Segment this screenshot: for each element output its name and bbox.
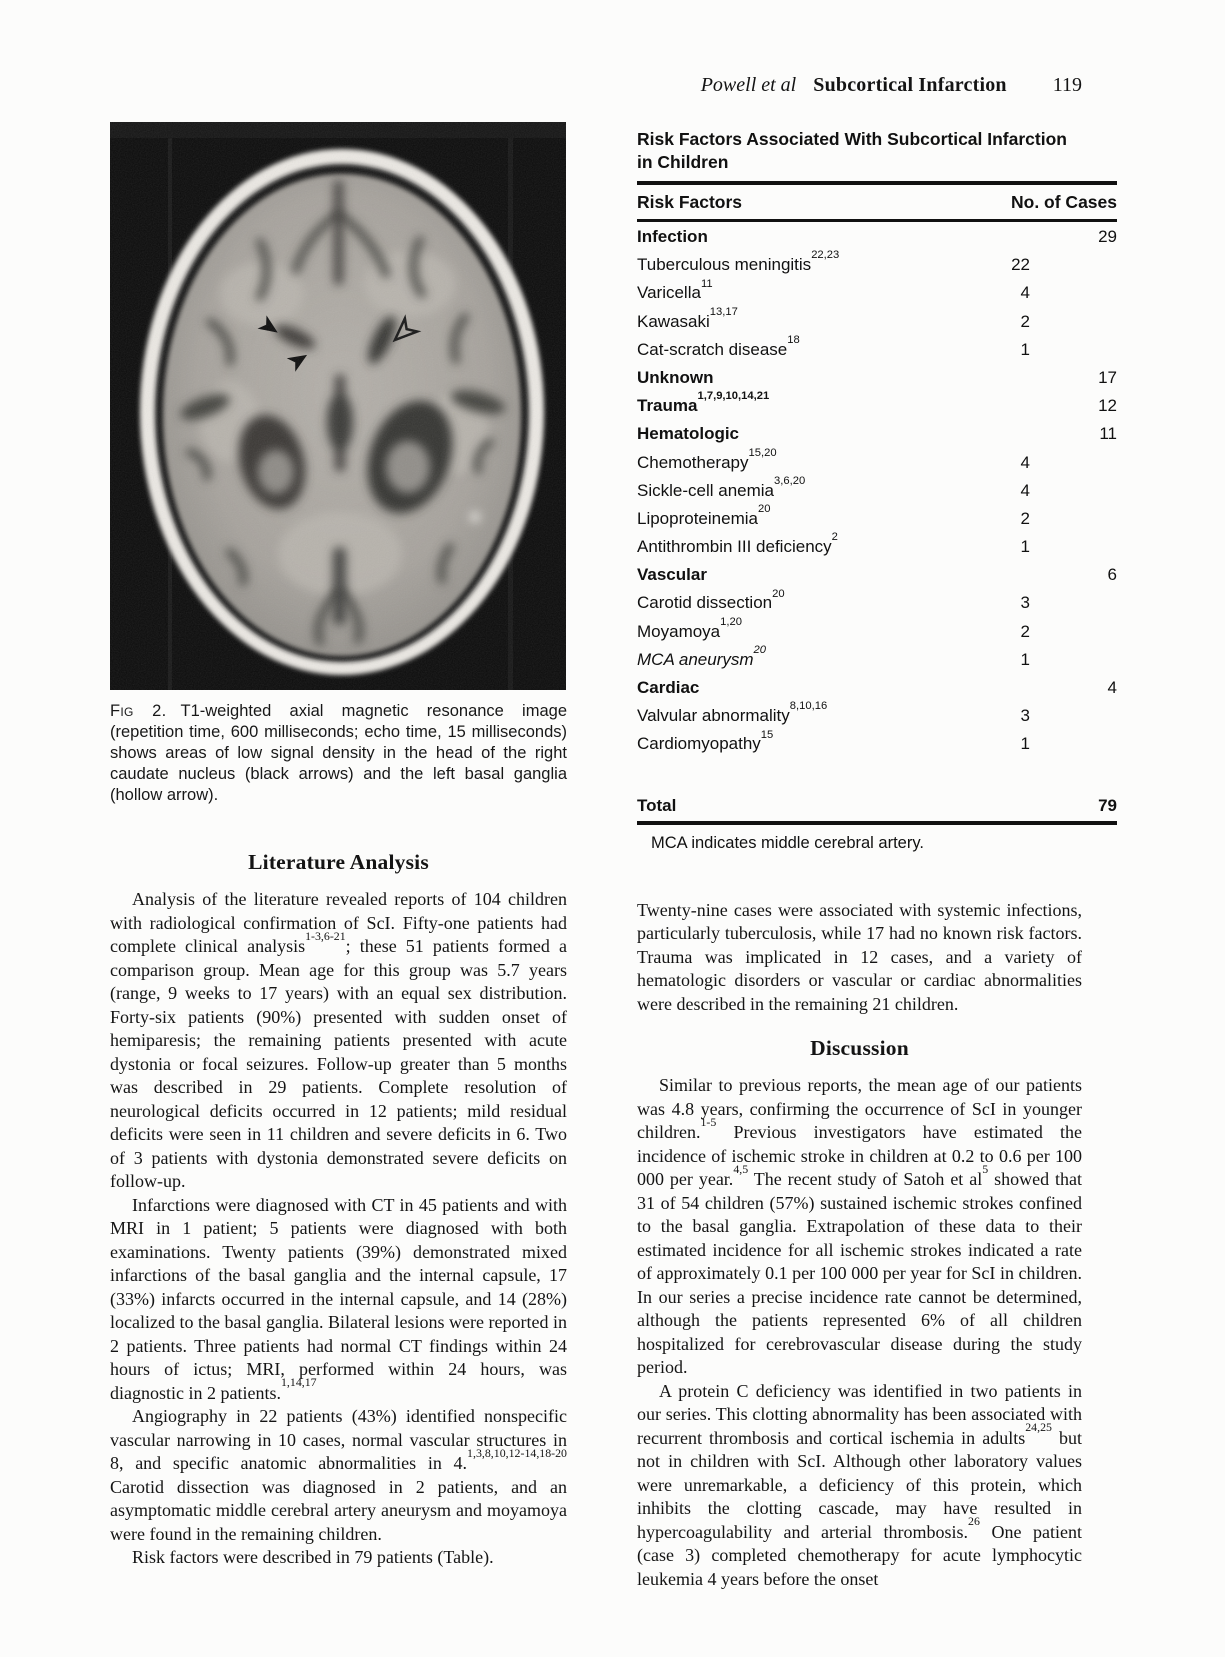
paragraph-results-summary: Twenty-nine cases were associated with systemic infections, particularly tuberculosis, while 17 had no known risk factors. Trauma was implicated in 12 cases, and a variety of hematologic disorders or vascular or cardiac abnormalities were described in the remaining 21 children. (637, 899, 1082, 1014)
risk-factor-label: Trauma$^{1,7,9,10,14,21}$ (637, 390, 770, 416)
risk-factor-label: Cardiac (637, 678, 700, 697)
table-row (637, 531, 1117, 565)
table-row (637, 728, 1117, 762)
risk-factor-count: 4 (1020, 283, 1030, 303)
section-heading-literature-analysis: Literature Analysis (248, 850, 429, 874)
risk-factor-label: Lipoproteinemia$^{20}$ (637, 503, 771, 528)
risk-factor-count: 3 (1020, 593, 1030, 613)
risk-factor-total: 17 (1098, 367, 1117, 387)
running-head (617, 74, 1082, 97)
figure-caption (110, 701, 567, 806)
risk-factor-count: 1 (1020, 649, 1030, 669)
section-heading-discussion: Discussion (810, 1036, 909, 1061)
risk-factor-total: 12 (1098, 396, 1117, 416)
paragraph-literature-3: Angiography in 22 patients (43%) identified nonspecific vascular narrowing in 10 cases, normal vascular structures in 8, and specific anatomic abnormalities in 4.$^{1,3,8,10,12-14,18-20}$ Carotid dissection was diagnosed in 2 patients, and an asymptomatic middle cerebral artery aneurysm and moyamoya were found in the remaining children. (110, 1406, 567, 1544)
table-title: Risk Factors Associated With Subcortical Infarction in Children (637, 129, 1067, 172)
total-label: Total (637, 795, 677, 815)
risk-factor-count: 3 (1020, 706, 1030, 726)
table-row (637, 390, 1117, 424)
table-row (637, 446, 1117, 481)
paragraph-literature-2: Infarctions were diagnosed with CT in 45 patients and with MRI in 1 patient; 5 patients were diagnosed with both examinations. Twenty patients (39%) demonstrated mixed infarctions of the basal ganglia and the internal capsule, 17 (33%) infarcts occurred in the internal capsule, and 14 (28%) localized to the basal ganglia. Bilateral lesions were reported in 2 patients. Three patients had normal CT findings within 24 hours of ictus; MRI, performed within 24 hours, was diagnostic in 2 patients.$^{1,14,17}$ (110, 1194, 567, 1403)
left-column (110, 122, 567, 1570)
paragraph-literature-1: Analysis of the literature revealed reports of 104 children with radiological confirmation of ScI. Fifty-one patients had complete clinical analysis$^{1-3,6-21}$; these 51 patients formed a comparison group. Mean age for this group was 5.7 years (range, 9 weeks to 17 years) with an equal sex distribution. Forty-six patients (90%) presented with sudden onset of hemiparesis; the remaining patients presented with acute dystonia or focal seizures. Follow-up greater than 5 months was described in 29 patients. Complete resolution of neurological deficits occurred in 12 patients; mild residual deficits were seen in 11 children and severe deficits in 6. Two of 3 patients with dystonia demonstrated severe deficits on follow-up. (110, 889, 567, 1191)
scan-grain-overlay (110, 122, 566, 690)
table-total-row (637, 796, 1117, 825)
risk-factor-total: 11 (1099, 424, 1117, 444)
paragraph-discussion-2: A protein C deficiency was identified in two patients in our series. This clotting abnormality has been associated with recurrent thrombosis and cortical ischemia in adults$^{24,25}$ but not in children with ScI. Although other laboratory values were unremarkable, a deficiency of this protein, which inhibits the clotting cascade, may have resulted in hypercoagulability and arterial thrombosis.$^{26}$ One patient (case 3) completed chemotherapy for acute lymphocytic leukemia 4 years before the onset (637, 1380, 1082, 1589)
table-row (637, 700, 1117, 734)
risk-factor-count: 2 (1020, 311, 1030, 331)
risk-factor-label: Moyamoya$^{1,20}$ (637, 615, 742, 641)
mri-brain-image (110, 122, 566, 690)
risk-factor-label: Infection (637, 227, 708, 246)
running-head-authors: Powell et al (700, 74, 797, 96)
table-row (637, 334, 1117, 368)
page-number: 119 (1052, 74, 1082, 96)
risk-factor-label: Varicella$^{11}$ (637, 277, 713, 303)
table-row (637, 565, 1117, 593)
risk-factor-total: 4 (1107, 678, 1117, 697)
risk-factor-label: Sickle-cell anemia$^{3,6,20}$ (637, 474, 806, 500)
table-header-row (637, 181, 1117, 222)
risk-factor-count: 4 (1020, 452, 1030, 472)
table-row (637, 503, 1117, 537)
risk-factors-table (637, 128, 1117, 853)
table-row (637, 587, 1117, 621)
risk-factor-count: 2 (1020, 621, 1030, 641)
risk-factor-total: 29 (1098, 227, 1117, 246)
figure-2 (110, 122, 567, 806)
figure-caption-text: T1-weighted axial magnetic resonance image (repetition time, 600 milliseconds; echo time, 15 milliseconds) shows areas of low signal density in the head of the right caudate nucleus (black arrows) and the left basal ganglia (hollow arrow). (110, 702, 567, 804)
risk-factor-count: 4 (1020, 480, 1030, 500)
table-row (637, 305, 1117, 340)
table-row (637, 615, 1117, 650)
table-row (637, 227, 1117, 255)
risk-factor-label: MCA aneurysm$^{20}$ (637, 644, 766, 669)
table-row (637, 277, 1117, 311)
figure-label: Fig 2. (110, 702, 167, 720)
right-column (637, 128, 1117, 1591)
risk-factor-label: Unknown (637, 367, 714, 387)
table-row (637, 644, 1117, 678)
table-body (637, 222, 1117, 763)
risk-factor-label: Valvular abnormality$^{8,10,16}$ (637, 700, 828, 726)
risk-factor-count: 1 (1020, 339, 1030, 359)
risk-factor-count: 1 (1020, 537, 1030, 557)
table-row (637, 678, 1117, 706)
risk-factor-label: Tuberculous meningitis$^{22,23}$ (637, 249, 840, 275)
running-head-title: Subcortical Infarction (813, 74, 1007, 96)
risk-factor-label: Cardiomyopathy$^{15}$ (637, 728, 774, 754)
total-value: 79 (1098, 795, 1117, 815)
risk-factor-count: 1 (1020, 734, 1030, 754)
risk-factor-label: Hematologic (637, 424, 740, 444)
table-footnote: MCA indicates middle cerebral artery. (651, 833, 924, 852)
risk-factor-label: Antithrombin III deficiency$^2$ (637, 531, 838, 557)
risk-factor-count: 2 (1020, 508, 1030, 528)
paragraph-literature-4: Risk factors were described in 79 patients (Table). (132, 1547, 494, 1567)
risk-factor-label: Chemotherapy$^{15,20}$ (637, 446, 777, 472)
table-col-no-of-cases: No. of Cases (1011, 192, 1117, 212)
risk-factor-count: 22 (1011, 255, 1030, 275)
risk-factor-label: Vascular (637, 565, 707, 585)
table-col-risk-factors: Risk Factors (637, 192, 743, 212)
paragraph-discussion-1: Similar to previous reports, the mean age of our patients was 4.8 years, confirming the occurrence of ScI in younger children.$^{1-5}$ Previous investigators have estimated the incidence of ischemic stroke in children at 0.2 to 0.6 per 100 000 per year.$^{4,5}$ The recent study of Satoh et $al^5$ showed that 31 of 54 children (57%) sustained ischemic strokes confined to the basal ganglia. Extrapolation of these data to their estimated incidence for all ischemic strokes indicated a rate of approximately 0.1 per 100 000 per year for ScI in children. In our series a precise incidence rate cannot be determined, although the patients represented 6% of all children hospitalized for cerebrovascular disease during the study period. (637, 1075, 1083, 1378)
risk-factor-label: Carotid dissection$^{20}$ (637, 587, 785, 613)
risk-factor-label: Cat-scratch disease$^{18}$ (637, 334, 800, 359)
table-row (637, 474, 1117, 509)
table-row (637, 424, 1117, 452)
risk-factor-total: 6 (1107, 565, 1117, 585)
risk-factor-label: Kawasaki$^{13,17}$ (637, 305, 738, 331)
